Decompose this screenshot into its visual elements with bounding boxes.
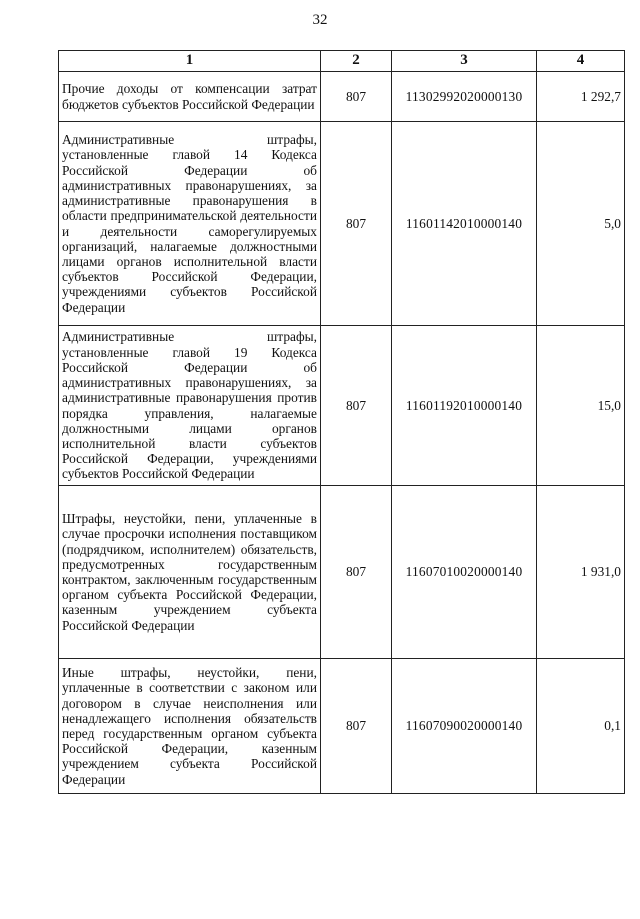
revenue-name-cell: Иные штрафы, неустойки, пени, уплаченные в соответствии с законом или договором в случае неисполнения или ненадлежащего исполнения обязательств перед государственным органом субъекта Российской Федерации, казенным учреждением субъекта Российской Федерации xyxy=(59,659,321,794)
classification-code-cell: 11302992020000130 xyxy=(392,72,537,122)
classification-code-cell: 11601142010000140 xyxy=(392,122,537,326)
table-row xyxy=(59,659,625,794)
revenue-table xyxy=(58,50,625,794)
administrator-code-cell: 807 xyxy=(321,486,392,659)
revenue-name-cell: Прочие доходы от компенсации затрат бюджетов субъектов Российской Федерации xyxy=(59,72,321,122)
administrator-code-cell: 807 xyxy=(321,72,392,122)
administrator-code-cell: 807 xyxy=(321,326,392,486)
classification-code-cell: 11601192010000140 xyxy=(392,326,537,486)
table-row xyxy=(59,486,625,659)
revenue-name-cell: Административные штрафы, установленные главой 14 Кодекса Российской Федерации об административных правонарушениях, за административные правонарушения в области предпринимательской деятельности и деятельности саморегулируемых организаций, налагаемые должностными лицами органов исполнительной власти субъектов Российской Федерации, учреждениями субъектов Российской Федерации xyxy=(59,122,321,326)
amount-cell: 1 292,7 xyxy=(537,72,625,122)
table-header-row xyxy=(59,51,625,72)
page-number: 32 xyxy=(312,12,328,28)
column-header-4: 4 xyxy=(537,51,625,72)
classification-code-cell: 11607090020000140 xyxy=(392,659,537,794)
amount-cell: 5,0 xyxy=(537,122,625,326)
amount-cell: 0,1 xyxy=(537,659,625,794)
table-row xyxy=(59,326,625,486)
table-row xyxy=(59,72,625,122)
revenue-name-cell: Штрафы, неустойки, пени, уплаченные в случае просрочки исполнения поставщиком (подрядчиком, исполнителем) обязательств, предусмотренных государственным контрактом, заключенным государственным органом субъекта Российской Федерации, казенным учреждением субъекта Российской Федерации xyxy=(59,486,321,659)
table-row xyxy=(59,122,625,326)
amount-cell: 15,0 xyxy=(537,326,625,486)
amount-cell: 1 931,0 xyxy=(537,486,625,659)
classification-code-cell: 11607010020000140 xyxy=(392,486,537,659)
administrator-code-cell: 807 xyxy=(321,659,392,794)
column-header-3: 3 xyxy=(392,51,537,72)
column-header-2: 2 xyxy=(321,51,392,72)
column-header-1: 1 xyxy=(59,51,321,72)
revenue-name-cell: Административные штрафы, установленные главой 19 Кодекса Российской Федерации об административных правонарушениях, за административные правонарушения против порядка управления, налагаемые должностными лицами органов исполнительной власти субъектов Российской Федерации, учреждениями субъектов Российской Федерации xyxy=(59,326,321,486)
administrator-code-cell: 807 xyxy=(321,122,392,326)
